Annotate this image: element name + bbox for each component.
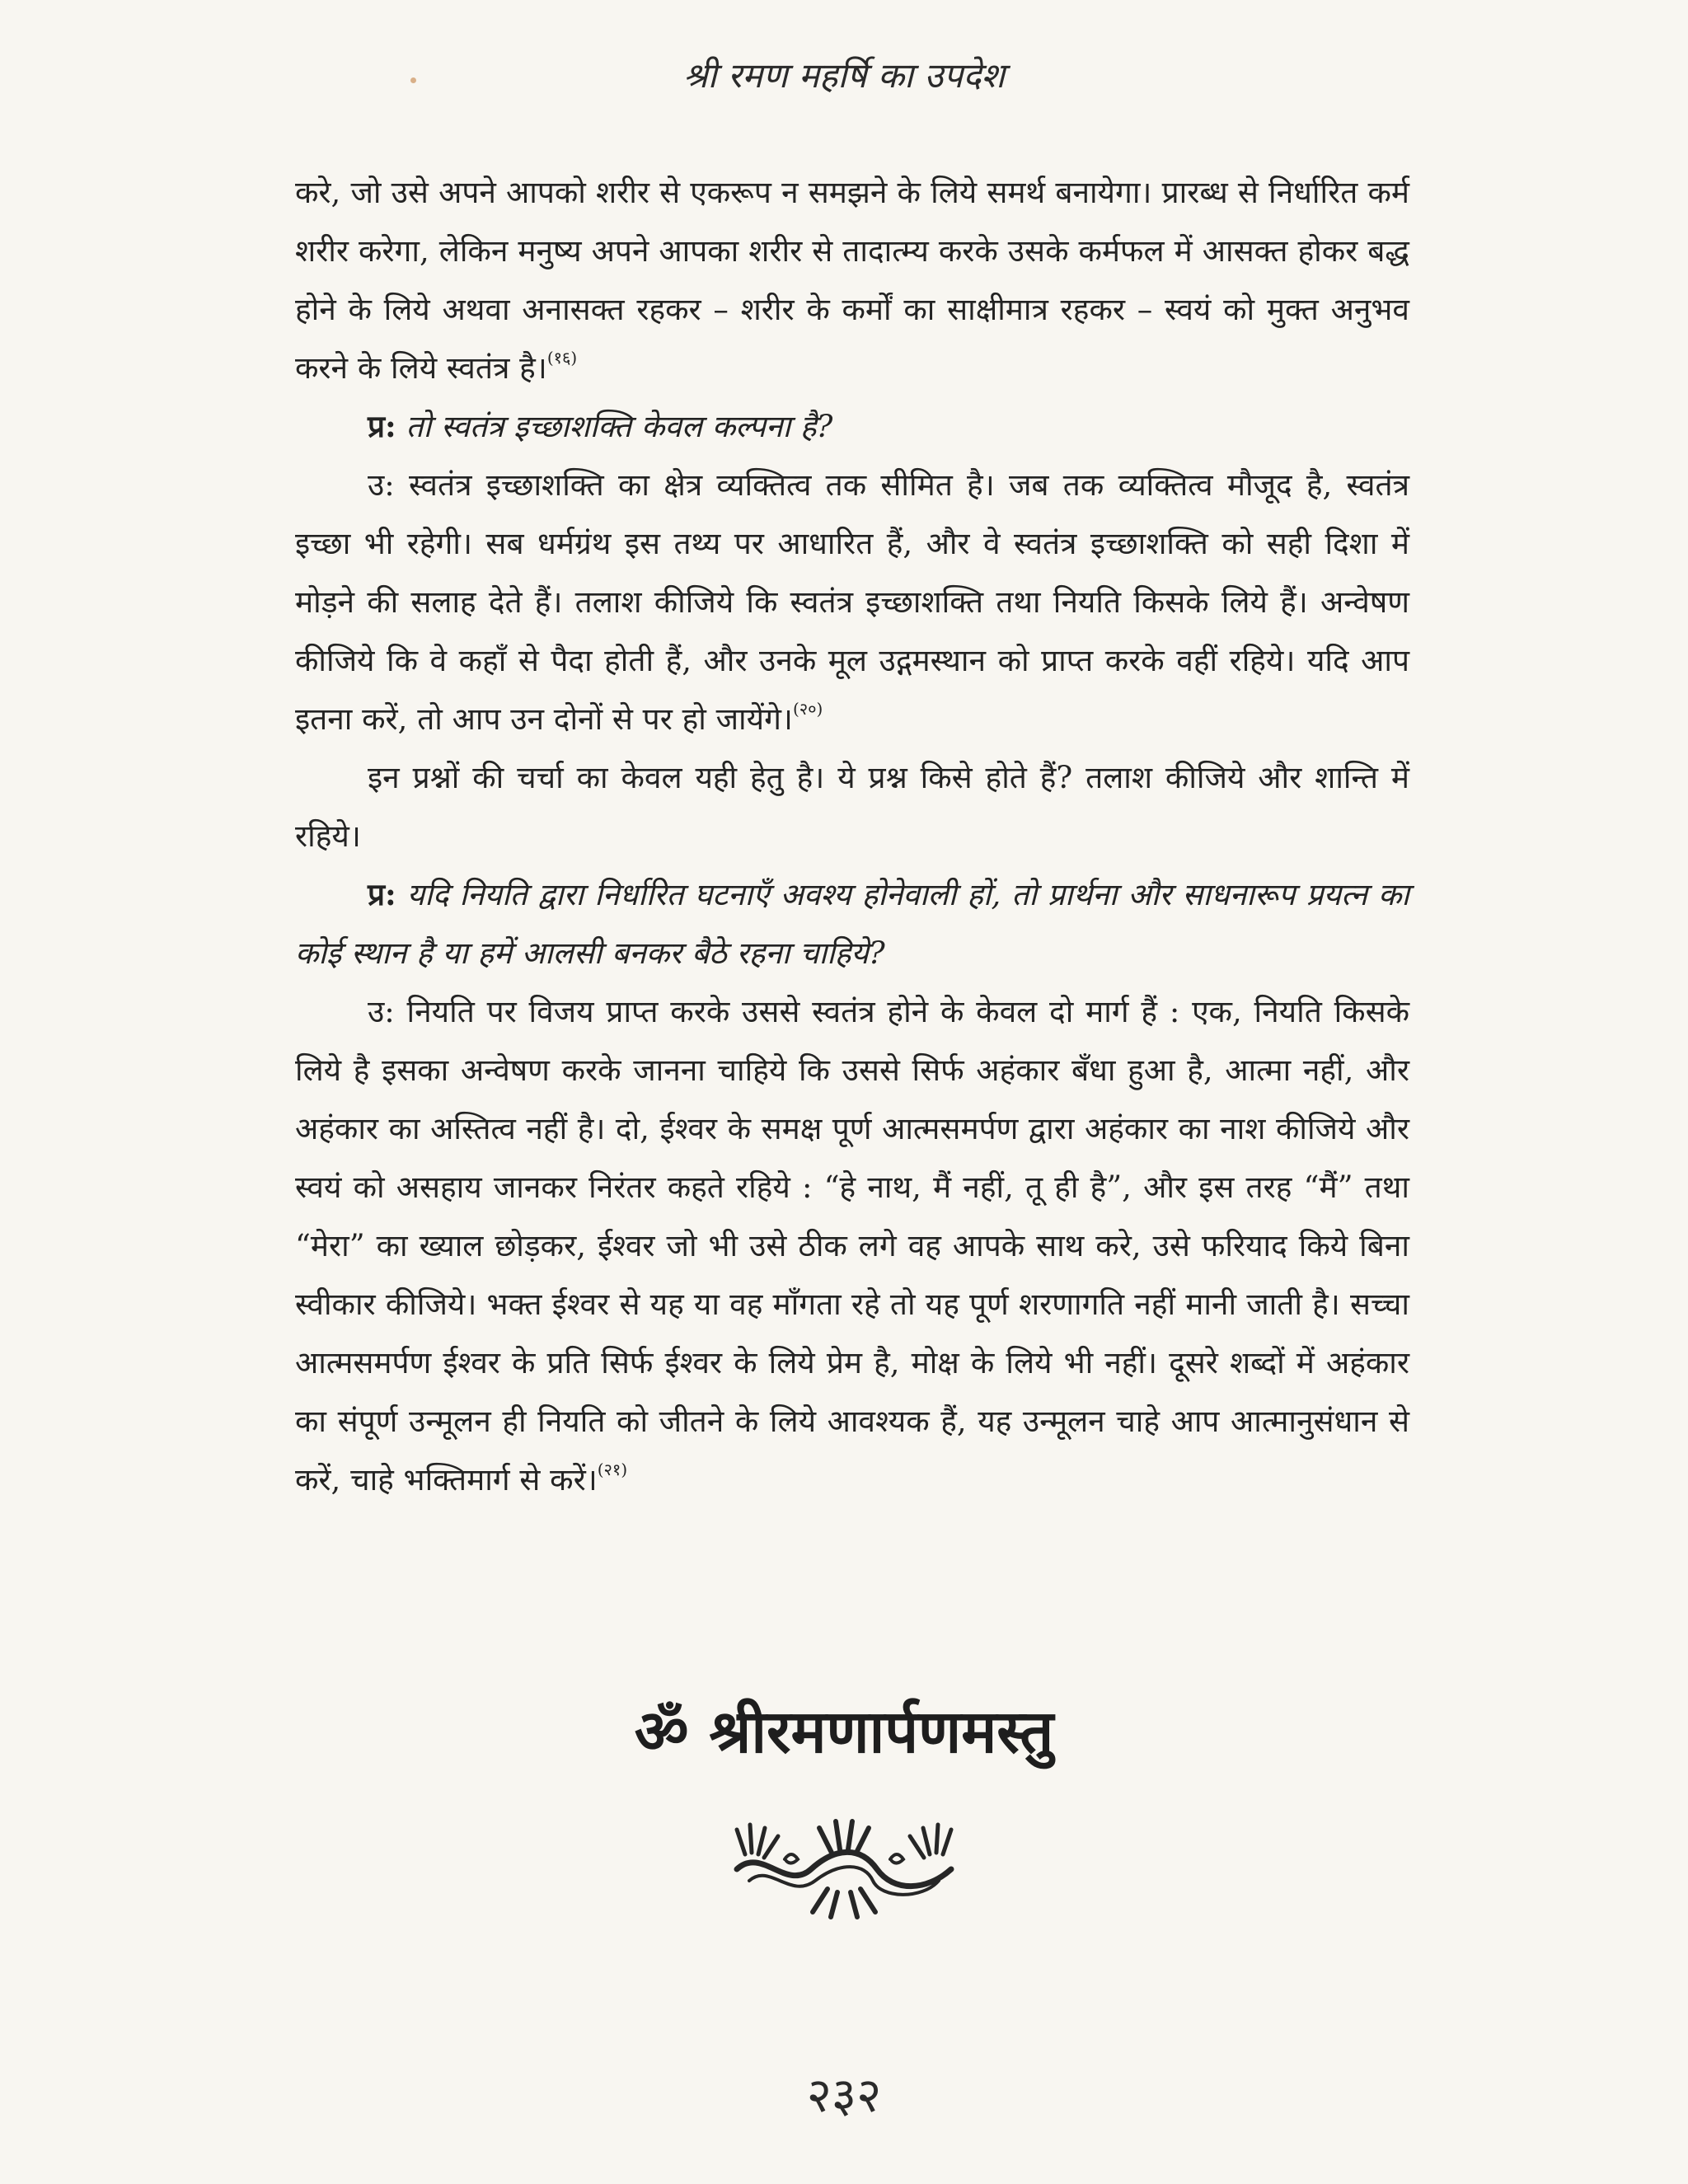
footnote-marker: (१६) [546, 348, 578, 368]
closing-invocation: ॐ श्रीरमणार्पणमस्तु [634, 1696, 1054, 1766]
paragraph-continuation: करे, जो उसे अपने आपको शरीर से एकरूप न समझने के लिये समर्थ बनायेगा। प्रारब्ध से निर्धारित कर्म शरीर करेगा, लेकिन मनुष्य अपने आपका शरीर से तादात्म्य करके उसके कर्मफल में आसक्त होकर बद्ध होने के लिये अथवा अनासक्त रहकर – शरीर के कर्मों का साक्षीमात्र रहकर – स्वयं को मुक्त अनुभव करने के लिये स्वतंत्र है।$^{(१६)}$ [295, 175, 1409, 386]
footnote-marker: (२१) [597, 1460, 628, 1479]
question-label: प्र: [368, 408, 396, 444]
paper-speck [410, 77, 416, 83]
question-text: तो स्वतंत्र इच्छाशक्ति केवल कल्पना है? [406, 409, 833, 444]
paragraph-2: इन प्रश्नों की चर्चा का केवल यही हेतु है। ये प्रश्न किसे होते हैं? तलाश कीजिये और शान्ति में रहिये। [295, 760, 1409, 854]
question-2 [295, 865, 1409, 982]
floral-scroll-ornament-icon [720, 1813, 968, 1920]
answer-label: उ: [368, 994, 395, 1029]
answer-label: उ: [368, 467, 395, 503]
answer-2 [295, 982, 1409, 1509]
page-number: २३२ [806, 2067, 882, 2123]
footnote-marker: (२०) [792, 699, 823, 719]
answer-text: स्वतंत्र इच्छाशक्ति का क्षेत्र व्यक्तित्व तक सीमित है। जब तक व्यक्तित्व मौजूद है, स्वतंत्र इच्छा भी रहेगी। सब धर्मग्रंथ इस तथ्य पर आधारित हैं, और वे स्वतंत्र इच्छाशक्ति को सही दिशा में मोड़ने की सलाह देते हैं। तलाश कीजिये कि स्वतंत्र इच्छाशक्ति तथा नियति किसके लिये हैं। अन्वेषण कीजिये कि वे कहाँ से पैदा होती हैं, और उनके मूल उद्गमस्थान को प्राप्त करके वहीं रहिये। यदि आप इतना करें, तो आप उन दोनों से पर हो जायेंगे। [295, 467, 1410, 737]
answer-1 [295, 456, 1409, 748]
running-title: श्री रमण महर्षि का उपदेश [682, 55, 1006, 96]
body-text [295, 163, 1409, 1509]
question-1 [295, 397, 1409, 456]
question-label: प्र: [368, 876, 396, 912]
answer-text: नियति पर विजय प्राप्त करके उससे स्वतंत्र होने के केवल दो मार्ग हैं : एक, नियति किसके लिये है इसका अन्वेषण करके जानना चाहिये कि उससे सिर्फ अहंकार बँधा हुआ है, आत्मा नहीं, और अहंकार का अस्तित्व नहीं है। दो, ईश्वर के समक्ष पूर्ण आत्मसमर्पण द्वारा अहंकार का नाश कीजिये और स्वयं को असहाय जानकर निरंतर कहते रहिये : “हे नाथ, मैं नहीं, तू ही है”, और इस तरह “मैं” तथा “मेरा” का ख्याल छोड़कर, ईश्वर जो भी उसे ठीक लगे वह आपके साथ करे, उसे फरियाद किये बिना स्वीकार कीजिये। भक्त ईश्वर से यह या वह माँगता रहे तो यह पूर्ण शरणागति नहीं मानी जाती है। सच्चा आत्मसमर्पण ईश्वर के प्रति सिर्फ ईश्वर के लिये प्रेम है, मोक्ष के लिये भी नहीं। दूसरे शब्दों में अहंकार का संपूर्ण उन्मूलन ही नियति को जीतने के लिये आवश्यक हैं, यह उन्मूलन चाहे आप आत्मानुसंधान से करें, चाहे भक्तिमार्ग से करें। [295, 994, 1409, 1497]
question-text: यदि नियति द्वारा निर्धारित घटनाएँ अवश्य होनेवाली हों, तो प्रार्थना और साधनारूप प्रयत्न का कोई स्थान है या हमें आलसी बनकर बैठे रहना चाहिये? [295, 877, 1409, 971]
